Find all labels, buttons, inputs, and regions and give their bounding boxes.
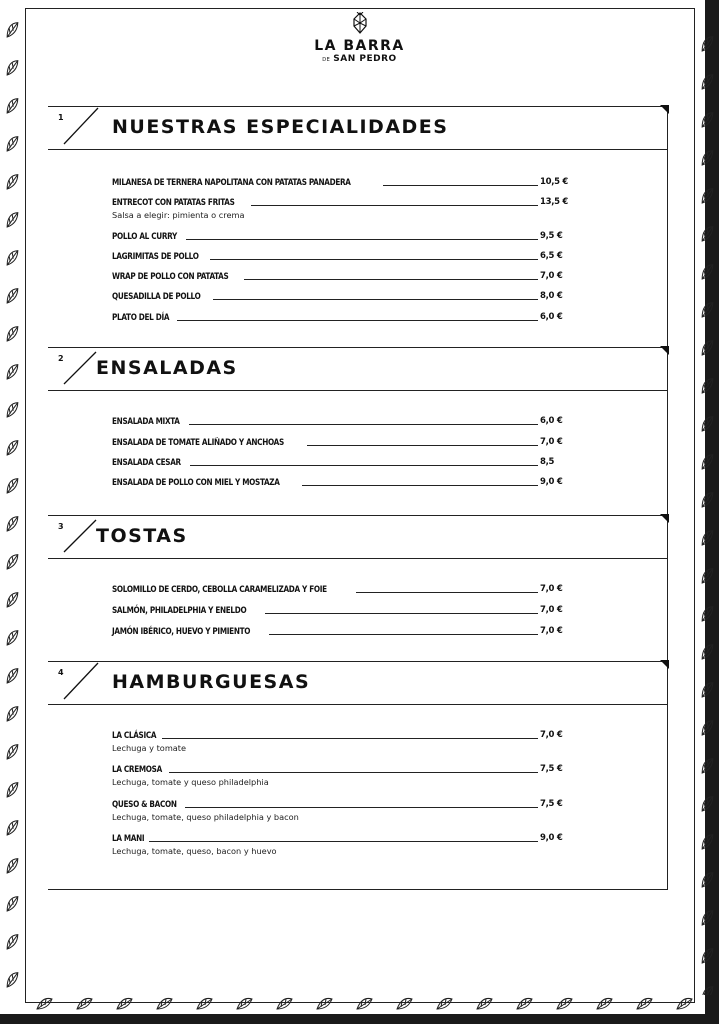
item-name: PLATO DEL DÍA <box>112 312 170 323</box>
item-name: LAGRIMITAS DE POLLO <box>112 251 199 262</box>
hop-leaf-icon <box>37 998 52 1009</box>
section-header <box>48 106 668 150</box>
section-title: NUESTRAS ESPECIALIDADES <box>112 116 449 138</box>
item-name: LA CREMOSA <box>112 764 162 775</box>
leader-line <box>356 592 538 593</box>
hop-pattern-bottom <box>30 996 695 1012</box>
hop-leaf-icon <box>699 74 717 89</box>
section-ensaladas <box>48 347 668 515</box>
leader-line <box>244 279 538 280</box>
item-price: 7,5 € <box>540 799 563 809</box>
hop-leaf-icon <box>357 998 372 1009</box>
hop-leaf-icon <box>699 758 717 773</box>
hop-pattern-right <box>697 20 717 995</box>
hop-leaf-icon <box>4 706 22 721</box>
menu-item <box>112 309 564 323</box>
hop-leaf-icon <box>699 720 717 735</box>
leader-line <box>307 445 538 446</box>
item-price: 8,0 € <box>540 291 563 301</box>
hop-leaf-icon <box>4 782 22 797</box>
menu-item <box>112 581 564 595</box>
menu-item <box>112 830 564 857</box>
hop-leaf-icon <box>4 896 22 911</box>
item-description: Lechuga, tomate, queso philadelphia y bacon <box>112 812 299 822</box>
menu-item <box>112 434 564 448</box>
hop-leaf-icon <box>4 402 22 417</box>
menu-item <box>112 796 564 823</box>
brand-name: LA BARRA <box>314 38 405 54</box>
hop-leaf-icon <box>277 998 292 1009</box>
section-especialidades <box>48 106 668 346</box>
hop-leaf-icon <box>699 910 717 925</box>
item-name: ENSALADA CESAR <box>112 457 181 468</box>
hop-leaf-icon <box>699 340 717 355</box>
section-header <box>48 661 668 705</box>
section-title: TOSTAS <box>96 525 188 547</box>
item-name: JAMÓN IBÉRICO, HUEVO Y PIMIENTO <box>112 626 251 637</box>
leader-line <box>213 299 538 300</box>
corner-mark <box>660 660 669 669</box>
item-price: 8,5 <box>540 457 555 467</box>
hop-leaf-icon <box>4 592 22 607</box>
item-name: QUESO & BACON <box>112 799 177 810</box>
section-body <box>48 391 668 515</box>
hop-leaf-icon <box>237 998 252 1009</box>
section-body <box>48 705 668 890</box>
leader-line <box>251 205 538 206</box>
leader-line <box>210 259 538 260</box>
section-number: 2 <box>58 354 64 363</box>
item-price: 7,0 € <box>540 626 563 636</box>
hop-leaf-icon <box>477 998 492 1009</box>
menu-item <box>112 474 564 488</box>
hop-leaf-icon <box>699 112 717 127</box>
item-name: LA MANI <box>112 833 145 844</box>
menu-item <box>112 727 564 754</box>
brand-sub-prefix: DE <box>322 57 331 63</box>
section-header <box>48 515 668 559</box>
leader-line <box>265 613 538 614</box>
hop-leaf-icon <box>699 986 717 995</box>
brand-logo <box>0 12 719 66</box>
item-price: 13,5 € <box>540 197 569 207</box>
slash-divider <box>62 107 102 151</box>
hop-leaf-icon <box>699 492 717 507</box>
hop-leaf-icon <box>4 744 22 759</box>
menu-item <box>112 761 564 788</box>
leader-line <box>149 841 538 842</box>
leader-line <box>169 772 538 773</box>
item-name: SALMÓN, PHILADELPHIA Y ENELDO <box>112 605 247 616</box>
item-name: ENTRECOT CON PATATAS FRITAS <box>112 197 235 208</box>
item-price: 7,0 € <box>540 730 563 740</box>
item-name: MILANESA DE TERNERA NAPOLITANA CON PATATAS PANADERA <box>112 177 351 188</box>
hop-leaf-icon <box>4 326 22 341</box>
menu-item <box>112 454 564 468</box>
item-description: Salsa a elegir: pimienta o crema <box>112 210 245 220</box>
menu-item <box>112 268 564 282</box>
section-title: ENSALADAS <box>96 357 238 379</box>
item-name: LA CLÁSICA <box>112 730 157 741</box>
item-name: WRAP DE POLLO CON PATATAS <box>112 271 229 282</box>
section-hamburguesas <box>48 661 668 890</box>
menu-item <box>112 623 564 637</box>
item-price: 10,5 € <box>540 177 569 187</box>
hop-leaf-icon <box>699 872 717 887</box>
hop-leaf-icon <box>4 98 22 113</box>
hop-leaf-icon <box>699 796 717 811</box>
item-price: 6,0 € <box>540 416 563 426</box>
corner-mark <box>660 346 669 355</box>
menu-item <box>112 248 564 262</box>
hop-leaf-icon <box>4 668 22 683</box>
hop-leaf-icon <box>4 174 22 189</box>
leader-line <box>383 185 538 186</box>
hop-leaf-icon <box>4 630 22 645</box>
corner-mark <box>660 105 669 114</box>
menu-item <box>112 413 564 427</box>
hop-leaf-icon <box>699 606 717 621</box>
hop-leaf-icon <box>4 554 22 569</box>
menu-item <box>112 602 564 616</box>
leader-line <box>269 634 538 635</box>
hop-leaf-icon <box>677 998 692 1009</box>
hop-leaf-icon <box>4 516 22 531</box>
brand-subtitle <box>0 54 719 66</box>
item-description: Lechuga, tomate y queso philadelphia <box>112 777 269 787</box>
leader-line <box>302 485 538 486</box>
hop-leaf-icon <box>437 998 452 1009</box>
leader-line <box>189 424 538 425</box>
item-name: ENSALADA MIXTA <box>112 416 180 427</box>
leader-line <box>186 239 538 240</box>
leader-line <box>190 465 538 466</box>
hop-leaf-icon <box>317 998 332 1009</box>
hop-leaf-icon <box>699 416 717 431</box>
item-description: Lechuga y tomate <box>112 743 187 753</box>
hop-leaf-icon <box>637 998 652 1009</box>
hop-leaf-icon <box>699 948 717 963</box>
menu-item <box>112 288 564 302</box>
hop-leaf-icon <box>4 858 22 873</box>
hop-leaf-icon <box>699 644 717 659</box>
item-name: POLLO AL CURRY <box>112 231 177 242</box>
hop-pattern-left <box>2 20 22 995</box>
section-number: 3 <box>58 522 64 531</box>
item-name: QUESADILLA DE POLLO <box>112 291 201 302</box>
item-price: 9,0 € <box>540 477 563 487</box>
leader-line <box>177 320 538 321</box>
hop-leaf-icon <box>699 302 717 317</box>
hop-leaf-icon <box>699 568 717 583</box>
hop-leaf-icon <box>4 136 22 151</box>
menu-item <box>112 228 564 242</box>
hop-leaf-icon <box>4 440 22 455</box>
hop-leaf-icon <box>4 478 22 493</box>
item-name: ENSALADA DE POLLO CON MIEL Y MOSTAZA <box>112 477 280 488</box>
item-description: Lechuga, tomate, queso, bacon y huevo <box>112 846 277 856</box>
item-price: 7,0 € <box>540 437 563 447</box>
item-name: SOLOMILLO DE CERDO, CEBOLLA CARAMELIZADA Y FOIE <box>112 584 327 595</box>
leader-line <box>162 738 538 739</box>
item-price: 7,0 € <box>540 605 563 615</box>
hop-leaf-icon <box>397 998 412 1009</box>
hop-leaf-icon <box>699 378 717 393</box>
section-tostas <box>48 515 668 661</box>
hop-cone-icon <box>351 12 369 34</box>
hop-leaf-icon <box>117 998 132 1009</box>
item-price: 6,5 € <box>540 251 563 261</box>
corner-mark <box>660 514 669 523</box>
slash-divider <box>62 662 102 706</box>
hop-leaf-icon <box>4 288 22 303</box>
item-price: 6,0 € <box>540 312 563 322</box>
hop-leaf-icon <box>4 972 22 987</box>
hop-leaf-icon <box>699 150 717 165</box>
hop-leaf-icon <box>157 998 172 1009</box>
hop-leaf-icon <box>4 820 22 835</box>
section-number: 1 <box>58 113 64 122</box>
item-price: 7,0 € <box>540 271 563 281</box>
brand-sub-name: SAN PEDRO <box>333 54 397 64</box>
hop-leaf-icon <box>4 212 22 227</box>
menu-item <box>112 194 569 221</box>
hop-leaf-icon <box>699 226 717 241</box>
hop-leaf-icon <box>557 998 572 1009</box>
section-number: 4 <box>58 668 64 677</box>
menu-item <box>112 174 569 188</box>
item-price: 7,5 € <box>540 764 563 774</box>
hop-leaf-icon <box>699 188 717 203</box>
hop-leaf-icon <box>699 682 717 697</box>
hop-leaf-icon <box>517 998 532 1009</box>
hop-leaf-icon <box>699 264 717 279</box>
hop-leaf-icon <box>4 364 22 379</box>
hop-leaf-icon <box>197 998 212 1009</box>
item-price: 9,0 € <box>540 833 563 843</box>
hop-leaf-icon <box>699 454 717 469</box>
section-body <box>48 150 668 346</box>
section-header <box>48 347 668 391</box>
hop-leaf-icon <box>699 834 717 849</box>
hop-leaf-icon <box>699 530 717 545</box>
item-price: 9,5 € <box>540 231 563 241</box>
item-name: ENSALADA DE TOMATE ALIÑADO Y ANCHOAS <box>112 437 284 448</box>
leader-line <box>185 807 538 808</box>
hop-leaf-icon <box>4 250 22 265</box>
section-body <box>48 559 668 661</box>
hop-leaf-icon <box>4 934 22 949</box>
section-title: HAMBURGUESAS <box>112 671 311 693</box>
item-price: 7,0 € <box>540 584 563 594</box>
hop-leaf-icon <box>77 998 92 1009</box>
hop-leaf-icon <box>597 998 612 1009</box>
